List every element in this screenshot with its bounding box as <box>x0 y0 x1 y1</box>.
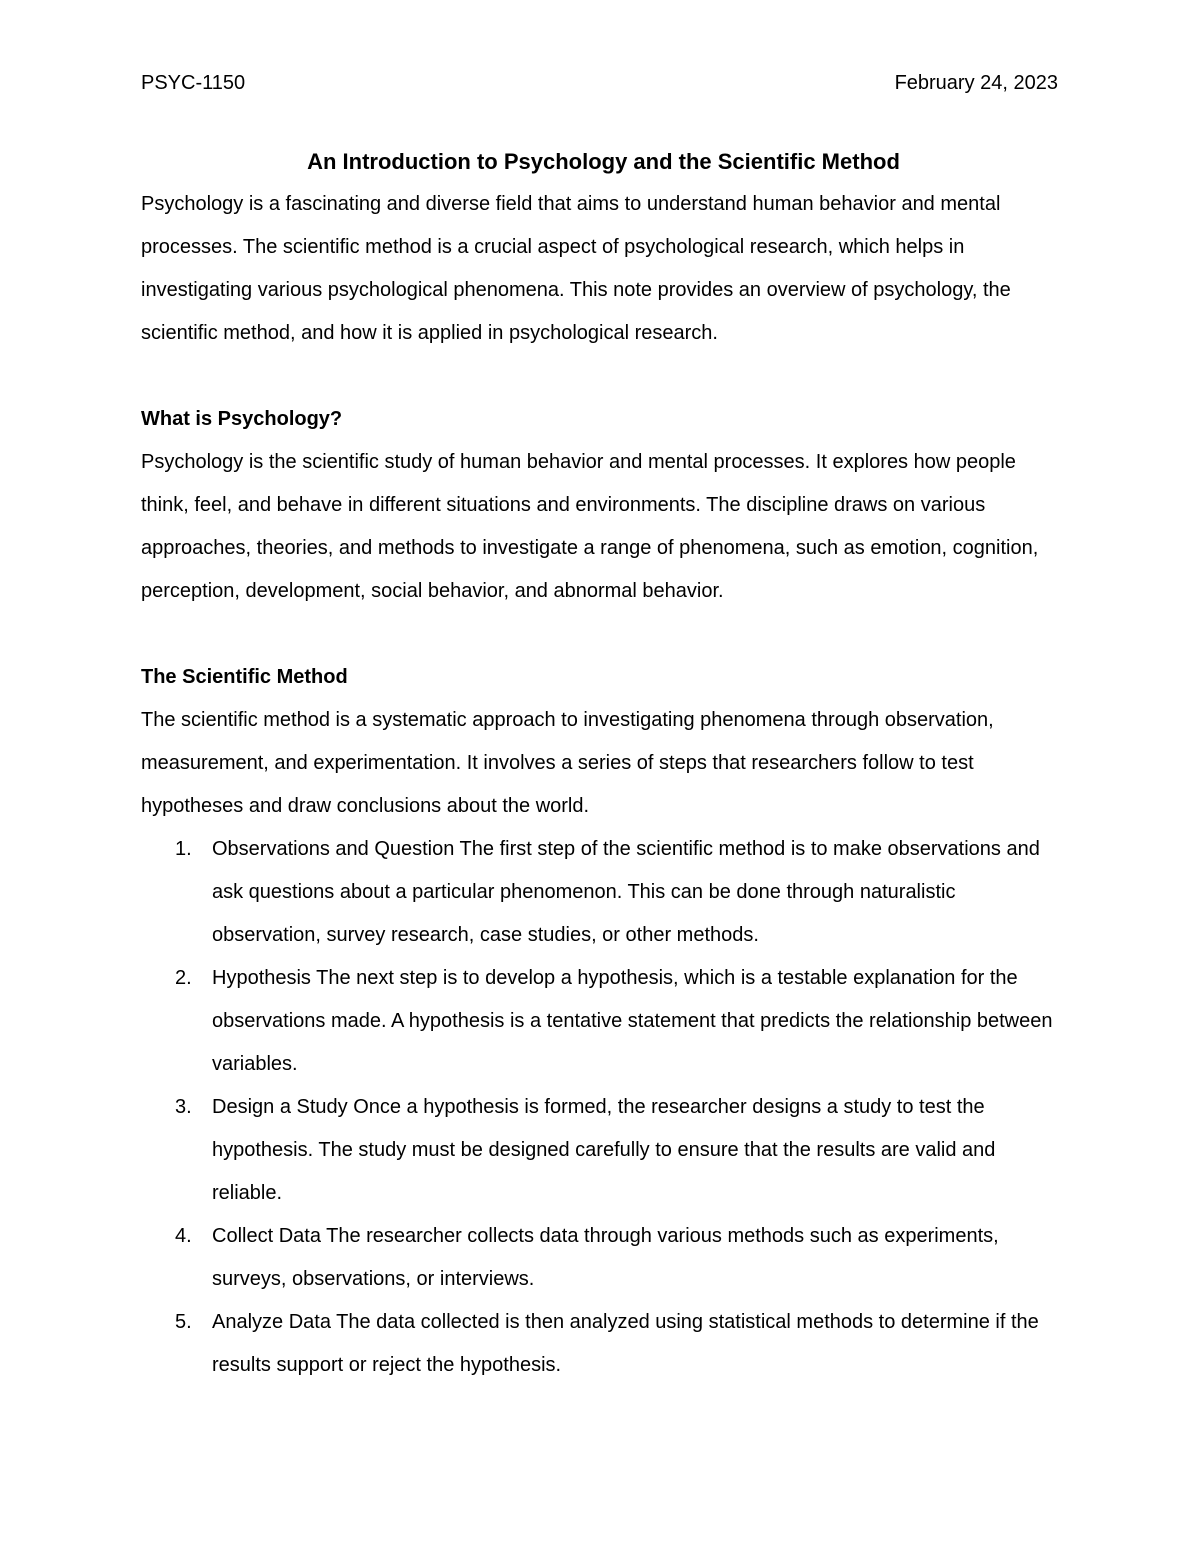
list-item-number: 5. <box>175 1311 192 1333</box>
document-title: An Introduction to Psychology and the Scientific Method <box>307 149 900 174</box>
list-item <box>141 1301 1066 1387</box>
list-item <box>141 1215 1066 1301</box>
list-item-text: Hypothesis The next step is to develop a hypothesis, which is a testable explanation for the observations made. A hypothesis is a tentative statement that predicts the relationship between variables. <box>212 967 1053 1075</box>
list-item-number: 3. <box>175 1096 192 1118</box>
document-date: February 24, 2023 <box>894 72 1058 94</box>
list-item-text: Observations and Question The first step of the scientific method is to make observations and ask questions about a particular phenomenon. This can be done through naturalistic observation, survey research, case studies, or other methods. <box>212 838 1040 946</box>
list-item-text: Analyze Data The data collected is then analyzed using statistical methods to determine if the results support or reject the hypothesis. <box>212 1311 1039 1376</box>
list-item <box>141 1086 1066 1215</box>
list-item-number: 4. <box>175 1225 192 1247</box>
list-item-number: 2. <box>175 967 192 989</box>
section-body-scientific-method: The scientific method is a systematic approach to investigating phenomena through observation, measurement, and experimentation. It involves a series of steps that researchers follow to test hypotheses and draw conclusions about the world. <box>141 709 994 817</box>
scientific-method-steps-list <box>141 828 1066 1387</box>
page-header <box>141 72 1058 100</box>
course-code: PSYC-1150 <box>141 72 246 94</box>
intro-paragraph: Psychology is a fascinating and diverse field that aims to understand human behavior and mental processes. The scientific method is a crucial aspect of psychological research, which helps in investigating various psychological phenomena. This note provides an overview of psychology, the scientific method, and how it is applied in psychological research. <box>141 193 1011 344</box>
section-heading-what-is-psychology: What is Psychology? <box>141 408 343 430</box>
document-body <box>141 140 1066 1387</box>
list-item <box>141 828 1066 957</box>
list-item-text: Collect Data The researcher collects data through various methods such as experiments, surveys, observations, or interviews. <box>212 1225 999 1290</box>
list-item-text: Design a Study Once a hypothesis is formed, the researcher designs a study to test the hypothesis. The study must be designed carefully to ensure that the results are valid and reliable. <box>212 1096 996 1204</box>
list-item <box>141 957 1066 1086</box>
list-item-number: 1. <box>175 838 192 860</box>
section-body-what-is-psychology: Psychology is the scientific study of human behavior and mental processes. It explores how people think, feel, and behave in different situations and environments. The discipline draws on various approaches, theories, and methods to investigate a range of phenomena, such as emotion, cognition, perception, development, social behavior, and abnormal behavior. <box>141 451 1039 602</box>
section-heading-scientific-method: The Scientific Method <box>141 666 348 688</box>
